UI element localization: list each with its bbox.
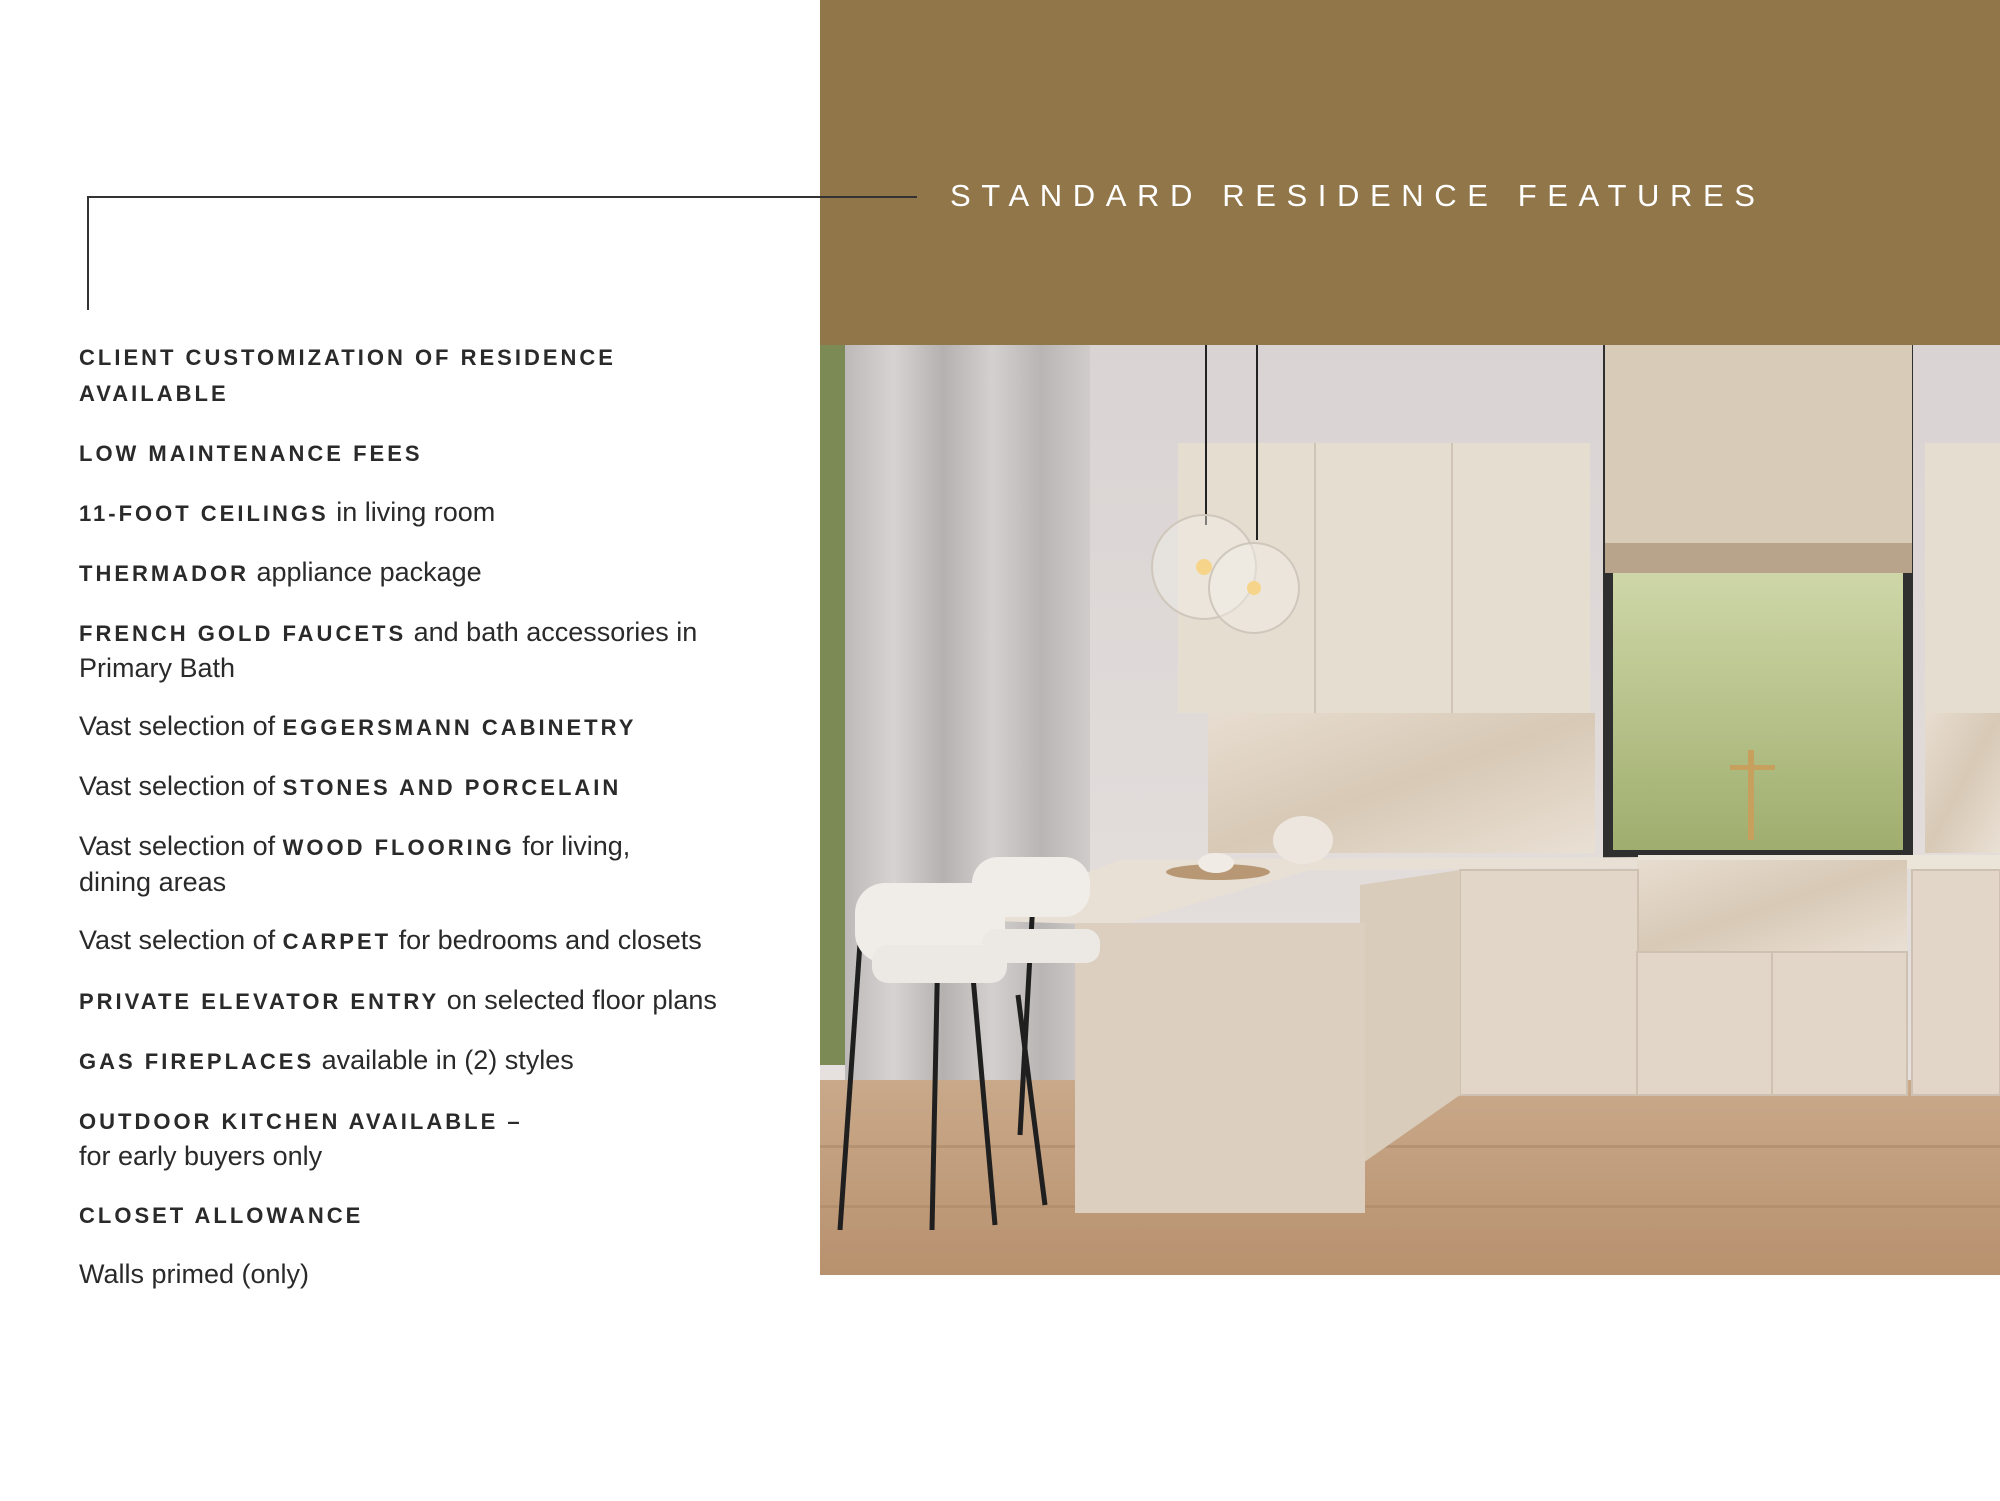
feature-prefix: Vast selection of <box>79 711 283 741</box>
feature-item <box>79 555 779 591</box>
feature-list <box>79 339 779 1315</box>
feature-highlight: GAS FIREPLACES <box>79 1049 315 1074</box>
feature-highlight: FRENCH GOLD FAUCETS <box>79 621 407 646</box>
feature-highlight: EGGERSMANN CABINETRY <box>282 715 637 740</box>
feature-text: available in (2) styles <box>314 1045 574 1075</box>
feature-item <box>79 709 779 745</box>
feature-text: for bedrooms and closets <box>391 925 702 955</box>
feature-item <box>79 983 779 1019</box>
page-title: STANDARD RESIDENCE FEATURES <box>950 178 1766 213</box>
feature-item <box>79 339 679 411</box>
feature-text: appliance package <box>249 557 482 587</box>
feature-text: in living room <box>328 497 496 527</box>
feature-highlight: OUTDOOR KITCHEN AVAILABLE – <box>79 1109 523 1134</box>
feature-highlight: CLOSET ALLOWANCE <box>79 1203 364 1228</box>
feature-highlight: CLIENT CUSTOMIZATION OF RESIDENCE AVAILABLE <box>79 345 616 406</box>
feature-text: for living, dining areas <box>79 831 631 897</box>
feature-highlight: LOW MAINTENANCE FEES <box>79 441 423 466</box>
feature-highlight: THERMADOR <box>79 561 249 586</box>
feature-item <box>79 495 779 531</box>
feature-text: for early buyers only <box>79 1141 323 1171</box>
decorative-rule-vertical <box>87 196 89 310</box>
feature-item <box>79 1257 779 1291</box>
header-banner <box>820 0 2000 345</box>
feature-item <box>79 435 779 471</box>
feature-item <box>79 1043 779 1079</box>
feature-highlight: WOOD FLOORING <box>282 835 515 860</box>
feature-prefix: Vast selection of <box>79 831 283 861</box>
feature-highlight: STONES AND PORCELAIN <box>282 775 622 800</box>
feature-text: and bath accessories in Primary Bath <box>79 617 698 683</box>
feature-highlight: 11-FOOT CEILINGS <box>79 501 329 526</box>
feature-text: on selected floor plans <box>439 985 717 1015</box>
decorative-rule-horizontal <box>87 196 917 198</box>
feature-item <box>79 769 779 805</box>
feature-prefix: Walls primed (only) <box>79 1259 310 1289</box>
feature-highlight: PRIVATE ELEVATOR ENTRY <box>79 989 440 1014</box>
kitchen-photo <box>820 345 2000 1275</box>
feature-item <box>79 923 779 959</box>
feature-item <box>79 615 739 685</box>
feature-prefix: Vast selection of <box>79 925 283 955</box>
feature-item <box>79 1197 779 1233</box>
feature-prefix: Vast selection of <box>79 771 283 801</box>
feature-item <box>79 1103 779 1173</box>
feature-item <box>79 829 699 899</box>
feature-highlight: CARPET <box>282 929 392 954</box>
